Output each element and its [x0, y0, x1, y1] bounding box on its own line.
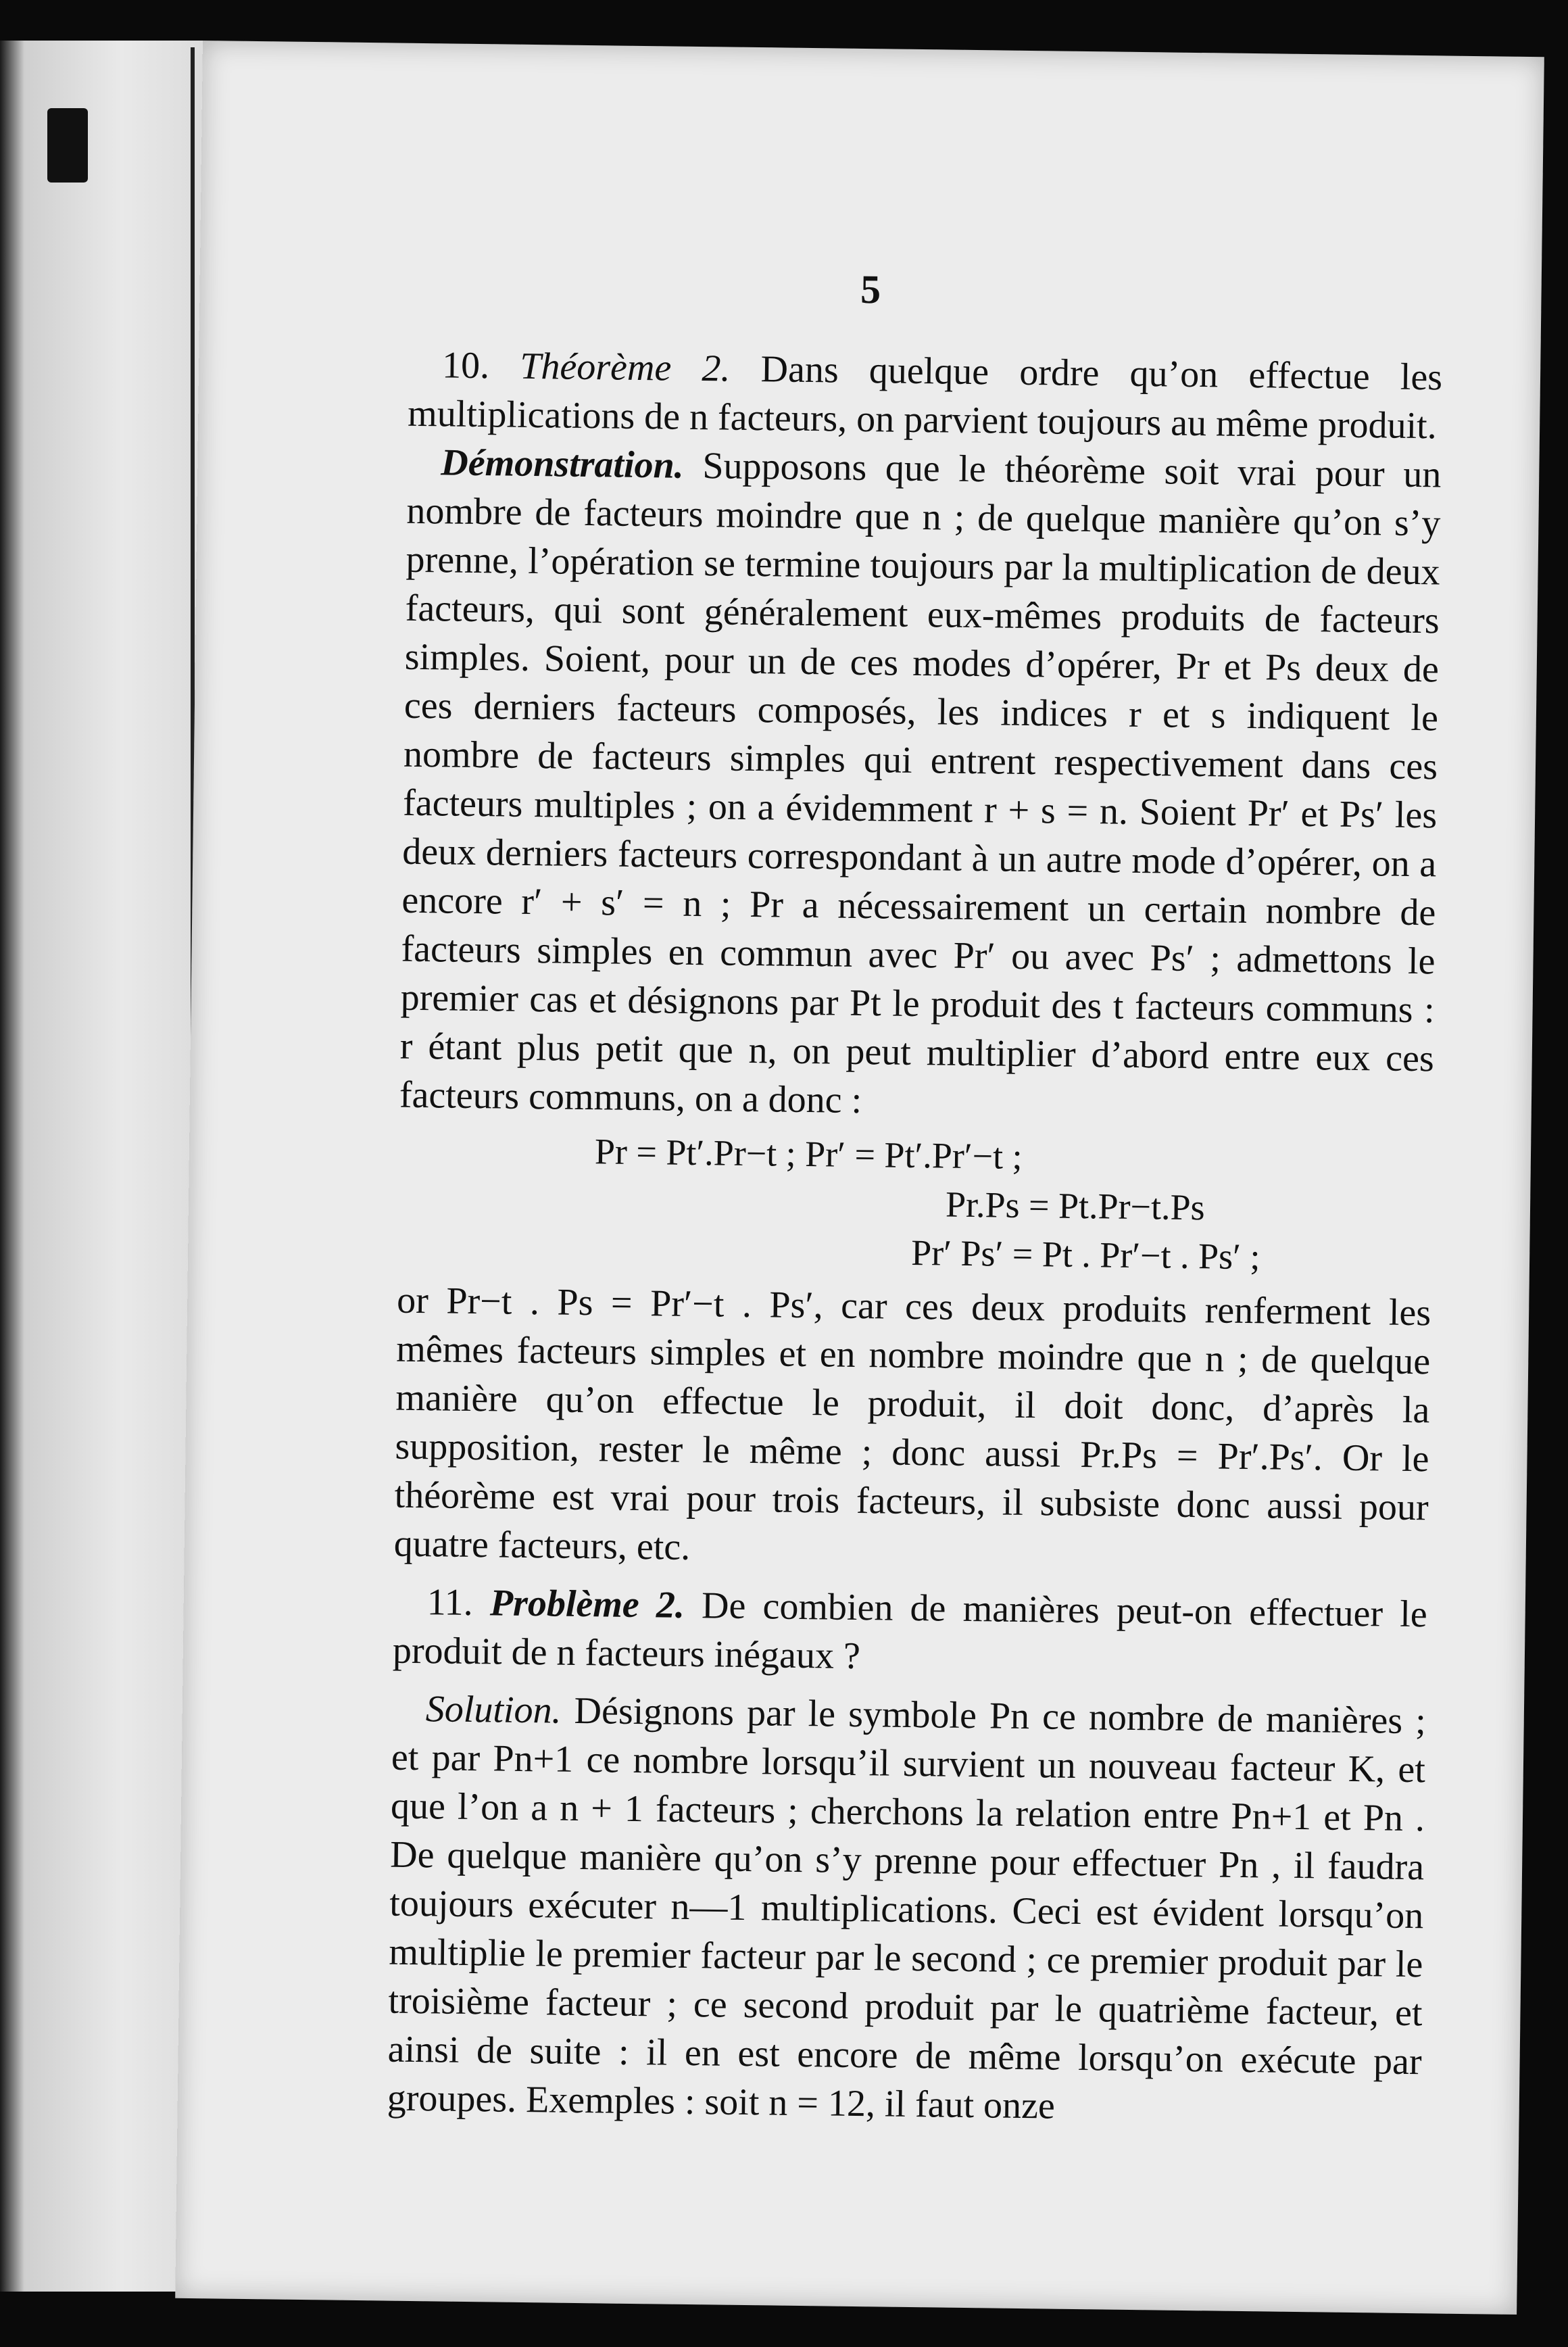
- formula-line: Pr′ Ps′ = Pt . Pr′−t . Ps′ ;: [910, 1232, 1260, 1278]
- demonstration-text: Supposons que le théorème soit vrai pour un nombre de facteurs moindre que n ; de quelque manière qu’on s’y prenne, l’opération se termine toujours par la multiplication de deux facteurs, qui sont généralement eux-mêmes produits de facteurs simples. Soient, pour un de ces modes d’opérer, Pr et Ps deux de ces derniers facteurs composés, les indices r et s indiquent le nombre de facteurs simples qui entrent respectivement dans ces facteurs multiples ; on a évidemment r + s = n. Soient Pr′ et Ps′ les deux derniers facteurs correspondant à un autre mode d’opérer, on a encore r′ + s′ = n ; Pr a nécessairement un certain nombre de facteurs simples en commun avec Pr′ ou avec Ps′ ; admettons le premier cas et désignons par Pt le produit des t facteurs communs : r étant plus petit que n, on peut multiplier d’abord entre eux ces facteurs communs, on a donc :: [399, 445, 1442, 1122]
- theorem-number: 10.: [441, 344, 490, 387]
- theorem-paragraph: [408, 341, 1443, 451]
- solution-label: Solution.: [425, 1688, 562, 1732]
- problem-statement: De combien de manières peut-on effectuer le produit de n facteurs inégaux ?: [392, 1584, 1428, 1678]
- book-page: [175, 41, 1544, 2315]
- binding-mark: [47, 108, 88, 183]
- problem-number: 11.: [426, 1581, 474, 1624]
- solution-paragraph: [387, 1685, 1426, 2135]
- theorem-title: Théorème 2.: [519, 345, 731, 390]
- demonstration-label: Démonstration.: [441, 441, 685, 487]
- problem-paragraph: [392, 1578, 1427, 1688]
- page-body: [387, 341, 1442, 2135]
- facing-page-edge: [0, 41, 203, 2292]
- demonstration-paragraph: [399, 438, 1442, 1132]
- demonstration-conclusion: or Pr−t . Ps = Pr′−t . Ps′, car ces deux produits renferment les mêmes facteurs simples et en nombre moindre que n ; de quelque manière qu’on effectue le produit, il doit donc, d’après la supposition, rester le même ; donc aussi Pr.Ps = Pr′.Ps′. Or le théorème est vrai pour trois facteurs, il subsiste donc aussi pour quatre facteurs, etc.: [393, 1279, 1431, 1568]
- formula-block: [593, 1127, 1434, 1283]
- formula-line: Pr = Pt′.Pr−t ; Pr′ = Pt′.Pr′−t ;: [594, 1131, 1023, 1177]
- solution-text: Désignons par le symbole Pn ce nombre de manières ; et par Pn+1 ce nombre lorsqu’il survient un nouveau facteur K, et que l’on a n + 1 facteurs ; cherchons la relation entre Pn+1 et Pn . De quelque manière qu’on s’y prenne pour effectuer Pn , il faudra toujours exécuter n—1 multiplications. Ceci est évident lorsqu’on multiplie le premier facteur par le second ; ce premier produit par le troisième facteur ; ce second produit par le quatrième facteur, et ainsi de suite : il en est encore de même lorsqu’on exécute par groupes. Exemples : soit n = 12, il faut onze: [387, 1689, 1427, 2127]
- problem-title: Problème 2.: [489, 1582, 685, 1626]
- page-number: 5: [860, 266, 881, 312]
- theorem-statement: Dans quelque ordre qu’on effectue les multiplications de n facteurs, on parvient toujours au même produit.: [407, 348, 1443, 447]
- formula-line: Pr.Ps = Pt.Pr−t.Ps: [945, 1184, 1205, 1228]
